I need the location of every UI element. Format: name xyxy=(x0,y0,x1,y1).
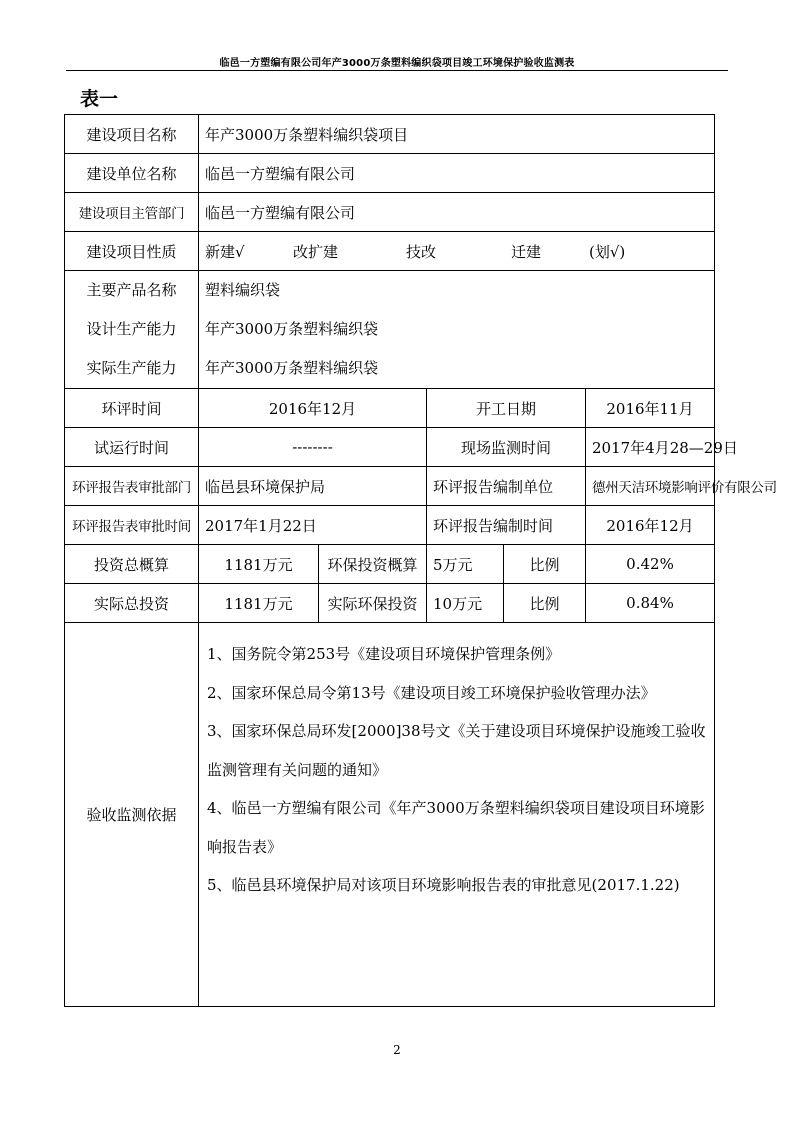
page-number: 2 xyxy=(393,1043,401,1057)
value-env-budget: 5万元 xyxy=(427,545,504,584)
basis-list xyxy=(199,623,715,1007)
row-actual-investment xyxy=(65,584,715,623)
label-actual-investment: 实际总投资 xyxy=(65,584,199,623)
row-nature xyxy=(65,232,715,271)
label-project-name: 建设项目名称 xyxy=(65,115,199,154)
label-products xyxy=(65,271,199,389)
label-report-unit: 环评报告编制单位 xyxy=(427,467,586,506)
value-budget-ratio: 0.42% xyxy=(586,545,715,584)
value-nature-options xyxy=(199,232,715,271)
basis-item: 5、临邑县环境保护局对该项目环境影响报告表的审批意见(2017.1.22) xyxy=(207,876,680,894)
label-nature: 建设项目性质 xyxy=(65,232,199,271)
value-approval-dept: 临邑县环境保护局 xyxy=(199,467,427,506)
value-authority: 临邑一方塑编有限公司 xyxy=(199,193,715,232)
basis-item: 3、国家环保总局环发[2000]38号文《关于建设项目环境保护设施竣工验收监测管理有关问题的通知》 xyxy=(207,722,706,779)
value-budget: 1181万元 xyxy=(199,545,319,584)
label-approval-time: 环评报告表审批时间 xyxy=(65,506,199,545)
label-authority: 建设项目主管部门 xyxy=(65,193,199,232)
basis-item: 4、临邑一方塑编有限公司《年产3000万条塑料编织袋项目建设项目环境影响报告表》 xyxy=(207,799,705,856)
value-actual-env-investment: 10万元 xyxy=(427,584,504,623)
label-report-time: 环评报告编制时间 xyxy=(427,506,586,545)
value-trial-time: -------- xyxy=(199,428,427,467)
basis-item: 1、国务院令第253号《建设项目环境保护管理条例》 xyxy=(207,645,561,663)
label-start-date: 开工日期 xyxy=(427,389,586,428)
value-builder: 临邑一方塑编有限公司 xyxy=(199,154,715,193)
option-relocation: 迁建 xyxy=(511,242,542,261)
label-builder: 建设单位名称 xyxy=(65,154,199,193)
value-actual-capacity: 年产3000万条塑料编织袋 xyxy=(205,359,379,377)
project-info-table xyxy=(64,114,777,1007)
value-start-date: 2016年11月 xyxy=(586,389,715,428)
label-design-capacity: 设计生产能力 xyxy=(86,320,177,338)
row-budget xyxy=(65,545,715,584)
label-basis: 验收监测依据 xyxy=(65,623,199,1007)
value-monitor-time: 2017年4月28—29日 xyxy=(586,428,715,467)
option-mark-hint: (划√) xyxy=(589,242,626,261)
value-report-time: 2016年12月 xyxy=(586,506,715,545)
section-title: 表一 xyxy=(80,88,119,110)
basis-item: 2、国家环保总局令第13号《建设项目竣工环境保护验收管理办法》 xyxy=(207,683,656,702)
row-basis xyxy=(65,623,715,1007)
row-builder xyxy=(65,154,715,193)
option-new: 新建√ xyxy=(205,242,245,261)
value-report-unit: 德州天洁环境影响评价有限公司 xyxy=(586,467,715,506)
row-products xyxy=(65,271,715,389)
label-actual-ratio: 比例 xyxy=(504,584,586,623)
label-approval-dept: 环评报告表审批部门 xyxy=(65,467,199,506)
row-eia-time xyxy=(65,389,715,428)
value-approval-time: 2017年1月22日 xyxy=(199,506,427,545)
row-trial xyxy=(65,428,715,467)
label-budget: 投资总概算 xyxy=(65,545,199,584)
label-budget-ratio: 比例 xyxy=(504,545,586,584)
value-products xyxy=(199,271,715,389)
label-eia-time: 环评时间 xyxy=(65,389,199,428)
label-trial-time: 试运行时间 xyxy=(65,428,199,467)
row-approval-dept xyxy=(65,467,715,506)
header-rule xyxy=(66,70,728,71)
label-main-product: 主要产品名称 xyxy=(86,281,177,299)
value-design-capacity: 年产3000万条塑料编织袋 xyxy=(205,320,379,338)
value-actual-investment: 1181万元 xyxy=(199,584,319,623)
row-authority xyxy=(65,193,715,232)
option-tech-upgrade: 技改 xyxy=(406,242,437,261)
row-project-name xyxy=(65,115,715,154)
label-actual-env-investment: 实际环保投资 xyxy=(319,584,427,623)
value-eia-time: 2016年12月 xyxy=(199,389,427,428)
option-expansion: 改扩建 xyxy=(293,242,339,261)
label-monitor-time: 现场监测时间 xyxy=(427,428,586,467)
value-project-name: 年产3000万条塑料编织袋项目 xyxy=(199,115,715,154)
value-main-product: 塑料编织袋 xyxy=(205,281,281,299)
value-actual-ratio: 0.84% xyxy=(586,584,715,623)
document-header: 临邑一方塑编有限公司年产3000万条塑料编织袋项目竣工环境保护验收监测表 xyxy=(219,58,575,69)
label-actual-capacity: 实际生产能力 xyxy=(86,359,177,377)
row-approval-time xyxy=(65,506,715,545)
label-env-budget: 环保投资概算 xyxy=(319,545,427,584)
